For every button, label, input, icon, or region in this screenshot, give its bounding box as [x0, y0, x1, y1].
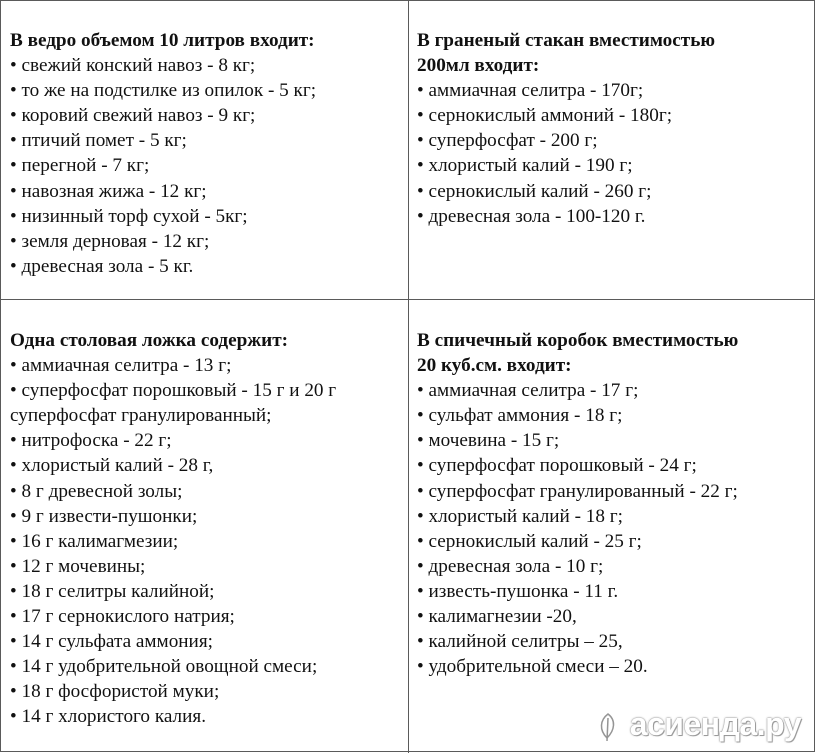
list-item: • хлористый калий - 18 г;	[417, 505, 623, 527]
list-item: • мочевина - 15 г;	[417, 430, 560, 452]
list-item: • суперфосфат гранулированный - 22 г;	[417, 480, 738, 502]
list-item: • сульфат аммония - 18 г;	[417, 405, 623, 427]
cell-matchbox	[417, 328, 809, 679]
column-divider	[408, 1, 409, 753]
list-item: • земля дерновая - 12 кг;	[10, 230, 210, 252]
leaf-logo-icon	[597, 706, 629, 742]
list-item: • навозная жижа - 12 кг;	[10, 180, 207, 202]
list-item: • перегной - 7 кг;	[10, 155, 150, 177]
list-item: • древесная зола - 10 г;	[417, 555, 604, 577]
list-item: • древесная зола - 100-120 г.	[417, 205, 646, 227]
list-item: • суперфосфат порошковый - 24 г;	[417, 455, 697, 477]
list-item: • сернокислый калий - 260 г;	[417, 180, 652, 202]
list-item: • хлористый калий - 28 г,	[10, 455, 214, 477]
cell-heading-line1: В спичечный коробок вместимостью	[417, 330, 739, 351]
item-list	[10, 53, 402, 279]
list-item: • 14 г сульфата аммония;	[10, 631, 213, 653]
list-item: • птичий помет - 5 кг;	[10, 130, 187, 152]
list-item: • удобрительной смеси – 20.	[417, 656, 648, 678]
list-item: • нитрофоска - 22 г;	[10, 430, 172, 452]
cell-bucket	[10, 28, 402, 279]
list-item: • 16 г калимагмезии;	[10, 530, 179, 552]
list-item: • сернокислый калий - 25 г;	[417, 530, 642, 552]
list-item: • 17 г сернокислого натрия;	[10, 606, 235, 628]
list-item: • 18 г селитры калийной;	[10, 580, 215, 602]
item-list	[417, 78, 809, 229]
list-item: • низинный торф сухой - 5кг;	[10, 205, 248, 227]
list-item: • коровий свежий навоз - 9 кг;	[10, 105, 256, 127]
list-item: • 14 г удобрительной овощной смеси;	[10, 656, 318, 678]
list-item: • свежий конский навоз - 8 кг;	[10, 55, 256, 77]
list-item: • древесная зола - 5 кг.	[10, 255, 194, 277]
item-list	[10, 353, 402, 729]
list-item: • 12 г мочевины;	[10, 555, 146, 577]
list-item: • хлористый калий - 190 г;	[417, 155, 633, 177]
list-item: • 14 г хлористого калия.	[10, 706, 206, 728]
list-item: • аммиачная селитра - 13 г;	[10, 355, 232, 377]
list-item: • то же на подстилке из опилок - 5 кг;	[10, 80, 317, 102]
item-list	[417, 378, 809, 679]
list-item: суперфосфат гранулированный;	[10, 405, 272, 427]
row-divider	[1, 299, 815, 300]
cell-heading-line2: 200мл входит:	[417, 55, 540, 77]
list-item: • 18 г фосфористой муки;	[10, 681, 220, 703]
list-item: • аммиачная селитра - 17 г;	[417, 380, 639, 402]
list-item: • известь-пушонка - 11 г.	[417, 580, 619, 602]
cell-tablespoon	[10, 328, 402, 730]
cell-heading: Одна столовая ложка содержит:	[10, 330, 289, 351]
list-item: • 9 г извести-пушонки;	[10, 505, 198, 527]
list-item: • калимагнезии -20,	[417, 606, 577, 628]
list-item: • суперфосфат - 200 г;	[417, 130, 598, 152]
list-item: • 8 г древесной золы;	[10, 480, 183, 502]
cell-heading: В ведро объемом 10 литров входит:	[10, 30, 315, 51]
list-item: • сернокислый аммоний - 180г;	[417, 105, 673, 127]
list-item: • калийной селитры – 25,	[417, 631, 623, 653]
list-item: • аммиачная селитра - 170г;	[417, 80, 644, 102]
list-item: • суперфосфат порошковый - 15 г и 20 г	[10, 380, 337, 402]
cell-heading-line1: В граненый стакан вместимостью	[417, 30, 716, 51]
watermark-text: асиенда.ру	[629, 706, 801, 742]
cell-glass	[417, 28, 809, 229]
cell-heading-line2: 20 куб.см. входит:	[417, 355, 572, 377]
site-watermark	[597, 706, 801, 743]
